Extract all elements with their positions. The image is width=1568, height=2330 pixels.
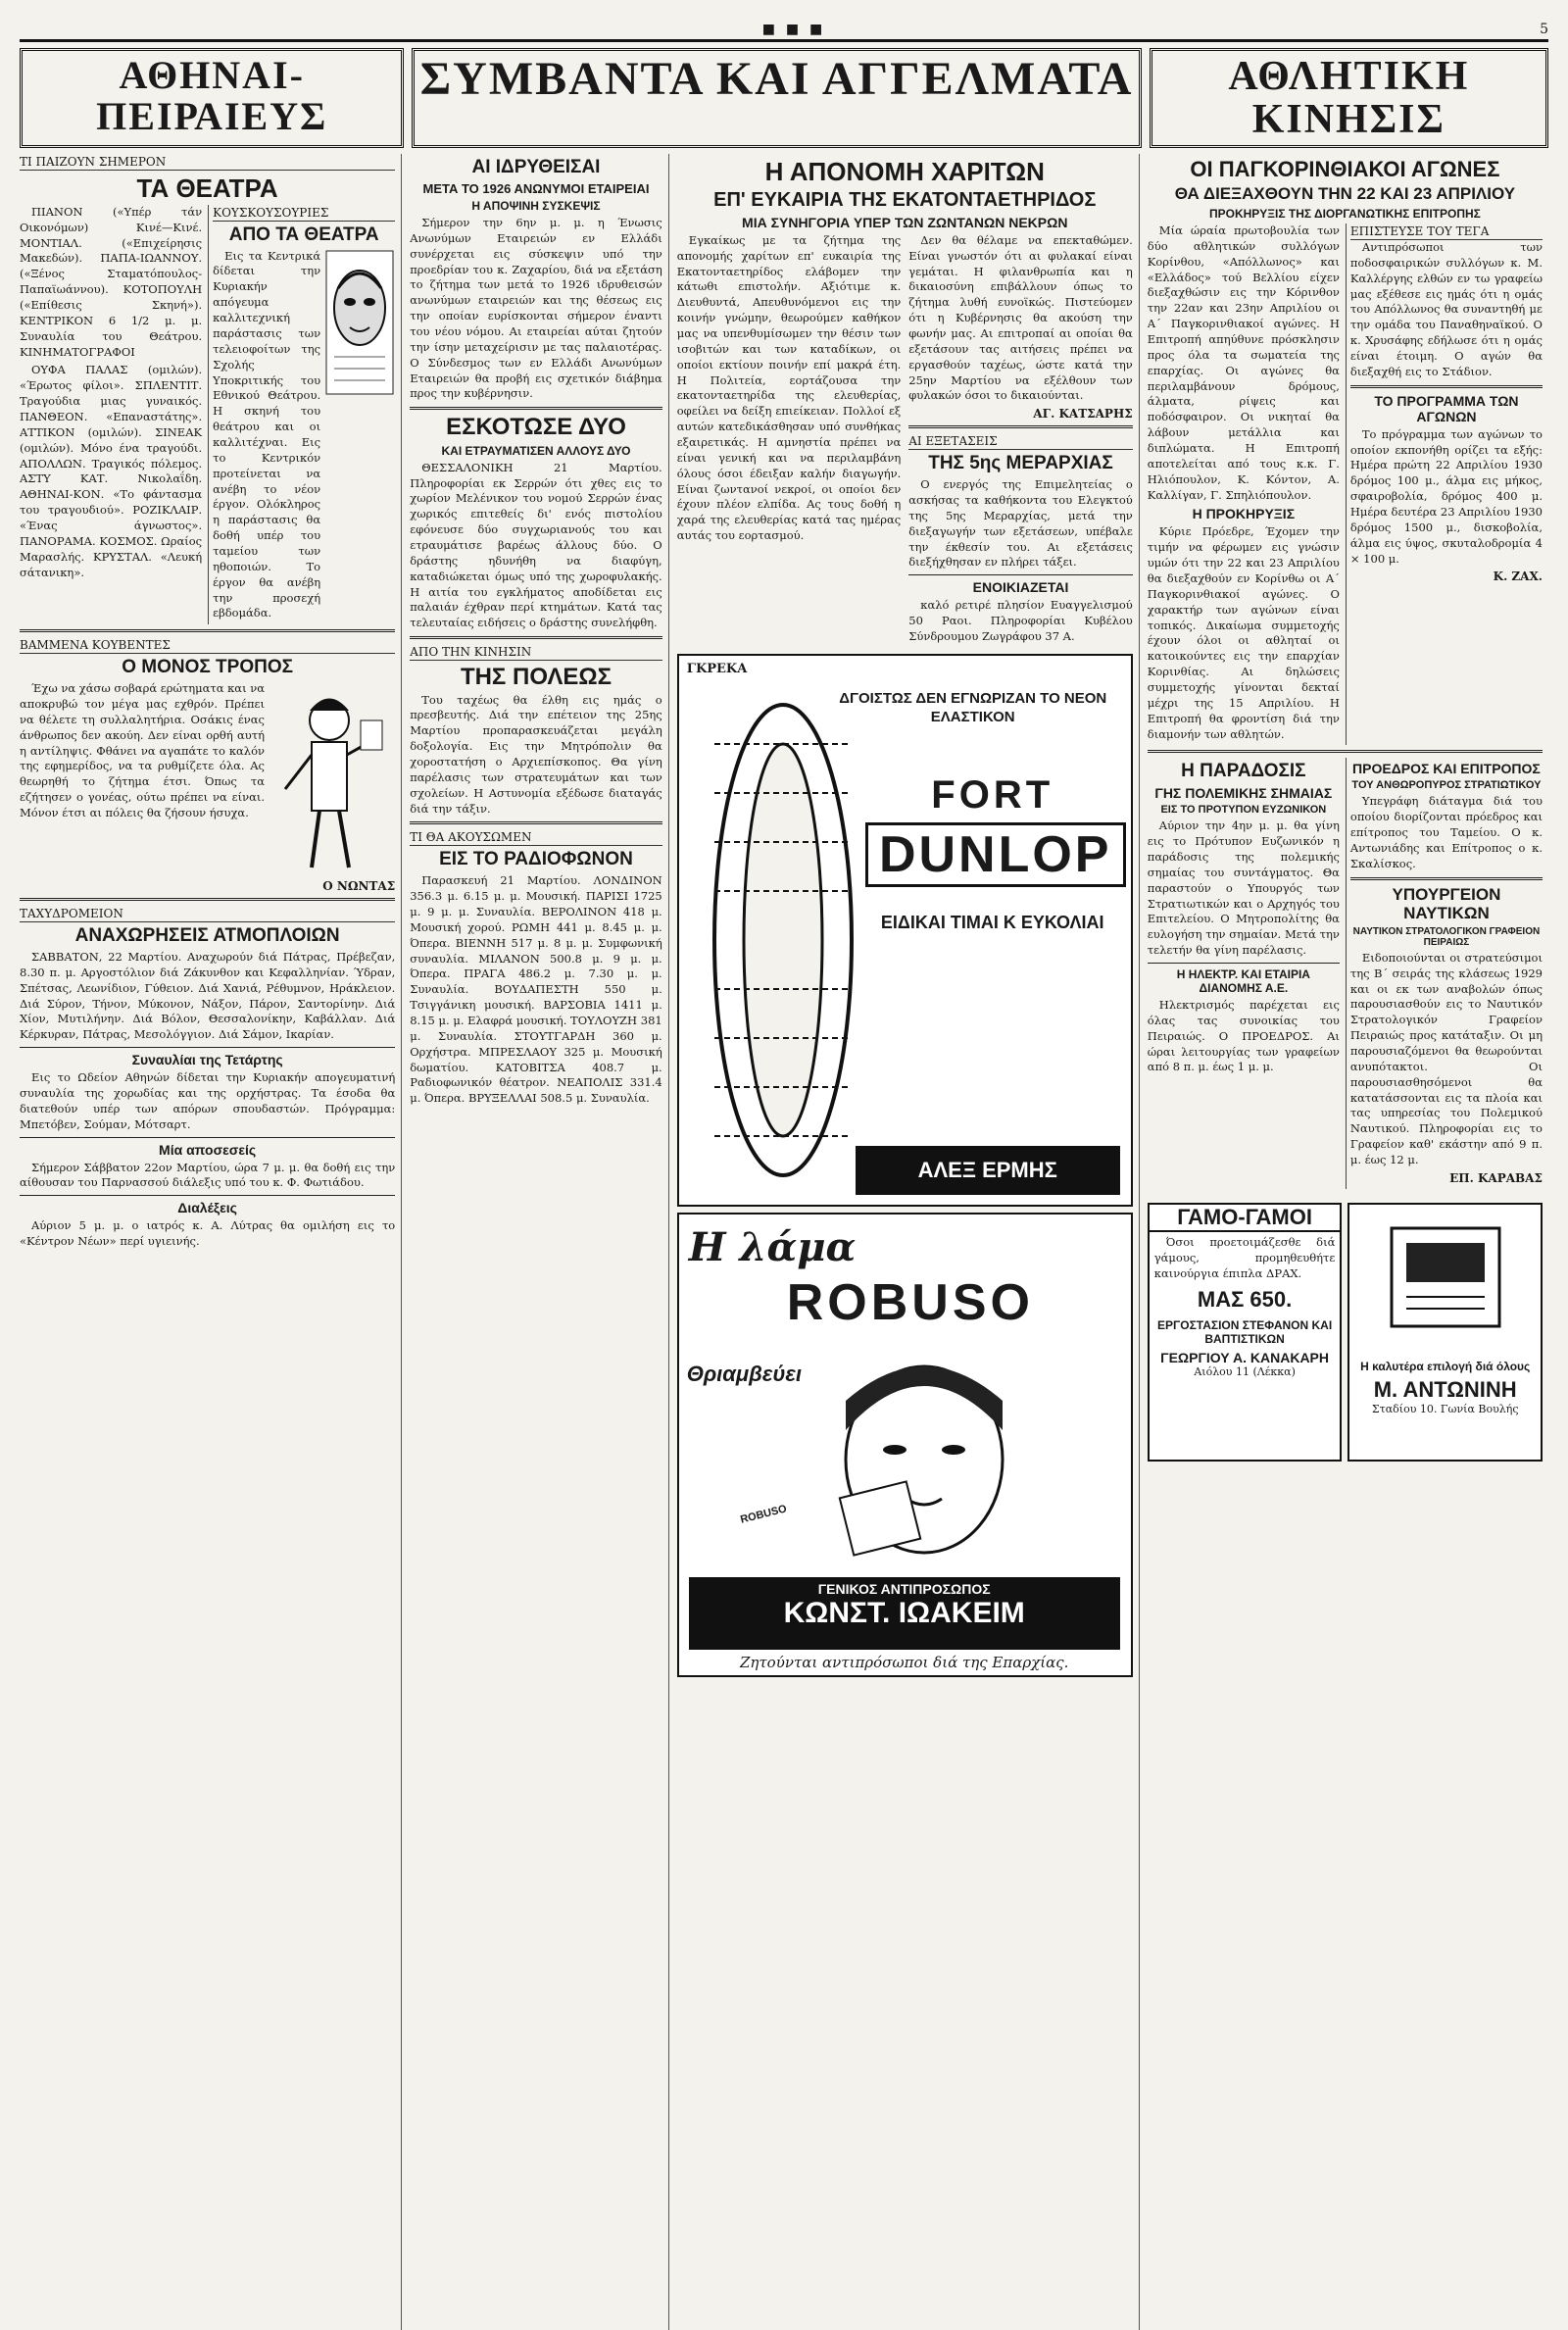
column-athens (20, 154, 402, 2330)
departures-body: ΣΑΒΒΑΤΟΝ, 22 Μαρτίου. Αναχωρούν διά Πάτρας, Πρέβεζαν, 8.30 π. μ. Αργοστόλιον διά Ζάκυνθον και Κεφαλληνίαν. Ύδραν, Σπέτσας, Λεωνίδιον, Γύθειον. Διά Χανιά, Ρέθυμνον, Ηράκλειον. Διά Σύρον, Τήνον, Μύκονον, Νάξον, Πάρον, Σαντορίνην. Διά Χίον, Μυτιλήνην. Διά Βόλον, Θεσσαλονίκην, Καβάλλαν. Διά Κέρκυραν, Πάτρας, Μεσολόγγιον. Διά Σάμον, Ικαρίαν. (20, 949, 396, 1042)
concerts-body: Εις το Ωδείον Αθηνών δίδεται την Κυριακήν απογευματινή συναυλία της χορωδίας και της ορχήστρας. Τα έσοδα θα διατεθούν υπέρ των απόρων σπουδαστών. Πρόγραμμα: Μπετόβεν, Σούμαν, Μότσαρτ. (20, 1070, 396, 1131)
kous-kicker: ΚΟΥΣΚΟΥΣΟΥΡΙΕΣ (213, 205, 395, 222)
wedding-owner: ΓΕΩΡΓΙΟΥ Α. ΚΑΝΑΚΑΡΗ (1160, 1350, 1329, 1366)
city-heading: ΤΗΣ ΠΟΛΕΩΣ (460, 664, 612, 691)
departures-heading: ΑΝΑΧΩΡΗΣΕΙΣ ΑΤΜΟΠΛΟΙΩΝ (74, 925, 340, 947)
navy-subheading: ΝΑΥΤΙΚΟΝ ΣΤΡΑΤΟΛΟΓΙΚΟΝ ΓΡΑΦΕΙΟΝ ΠΕΙΡΑΙΩΣ (1352, 925, 1541, 948)
radio-kicker: ΤΙ ΘΑ ΑΚΟΥΣΩΜΕΝ (410, 829, 662, 846)
wedding-body: Όσοι προετοιμάζεσθε διά γάμους, προμηθευθήτε καινούργια έπιπλα ΔΡΑΧ. (1153, 1234, 1336, 1280)
dunlop-offer: ΕΙΔΙΚΑΙ ΤΙΜΑΙ Κ ΕΥΚΟΛΙΑΙ (880, 912, 1104, 932)
section-events: ΣΥΜΒΑΝΤΑ ΚΑΙ ΑΓΓΕΛΜΑΤΑ (412, 48, 1141, 148)
page-number: 5 (1540, 22, 1548, 37)
kous-body: Εις τα Κεντρικά δίδεται την Κυριακήν απόγευμα καλλιτεχνική παράστασις των τελειοφοίτων της Σχολής Υποκριτικής του Εθνικού Θεάτρου. Η σκηνή του θεάτρου και οι καλλιτέχναι. Εις το Κεντρικόν προτείνεται να ανέβη το νέον έργον. Ολόκληρος η παράστασις θα δοθή υπέρ του ταμείου των ηθοποιών. Το έργον θα ανέβη την προσεχή εβδομάδα. (213, 248, 321, 620)
flag-heading-2: ΓΗΣ ΠΟΛΕΜΙΚΗΣ ΣΗΜΑΙΑΣ (1154, 785, 1333, 802)
sport-body: Αντιπρόσωποι των ποδοσφαιρικών συλλόγων κ. Μ. Καλλέργης ελθών εν τω γραφείω μας εξέθεσε εις ημάς ότι η ομάς του Απόλλωνος θα συναντηθή με την ομάδα του Παναθηναϊκού. Ο κ. Χρυσάφης εδήλωσε ότι η ομάς είναι έτοιμη. Ο αγών θα διεξαχθή εις το Στάδιον. (1349, 239, 1543, 378)
theatres-heading: ΤΑ ΘΕΑΤΡΑ (136, 174, 278, 204)
panco-subheading: ΠΡΟΚΗΡΥΞΙΣ ΤΗΣ ΔΙΟΡΓΑΝΩΤΙΚΗΣ ΕΠΙΤΡΟΠΗΣ (1208, 206, 1481, 221)
announcement-body: Σήμερον Σάββατον 22ον Μαρτίου, ώρα 7 μ. μ. θα δοθή εις την αίθουσαν του Παρνασσού διάλεξις υπό του κ. Φ. Φωτιάδου. (20, 1160, 396, 1190)
robuso-pack-label: ROBUSO (738, 1503, 788, 1526)
robuso-advertisement (677, 1213, 1133, 1677)
flag-subheading: ΕΙΣ ΤΟ ΠΡΟΤΥΠΟΝ ΕΥΖΩΝΙΚΟΝ (1160, 804, 1327, 817)
panco-body: Μία ώραία πρωτοβουλία των δύο αθλητικών συλλόγων Κορίνθου, «Απόλλωνος» και «Ελλάδος» τού Βελλίου είχεν διεξαχθώσιν εις την Κόρινθον την 22αν και 23ην Απριλίου οι Α΄ Παγκορινθιακοί αγώνες. Η Επιτροπή απηύθυνε πρόσκλησιν προς όλα τα σωματεία της επαρχίας. Οι αγώνες θα περιλαμβάνουν δρόμους, άλματα, ρίψεις και ποδόσφαιρον. Οι νικηταί θα λάβουν μετάλλια και διπλώματα. Η Επιτροπή αποτελείται από τους κ.κ. Γ. Ηλιόπουλον, Κ. Κόντον, Α. Καλλίγαν, Γ. Σπηλιόπουλον. (1147, 223, 1340, 502)
murder-body: ΘΕΣΣΑΛΟΝΙΚΗ 21 Μαρτίου. Πληροφορίαι εκ Σερρών ότι χθες εις το χωρίον Μελένικον του νομού Σερρών ένας χωρικός επιτεθείς δι' ενός πιστολίου εφόνευσε δύο συγχωριανούς του και ετραυμάτισε βαρέως άλλους δύο. Ο δράστης ηδυνήθη να διαφύγη, καταδιώκεται όμως υπό της χωροφυλακής. Η αιτία του εγκλήματος αποδίδεται εις παλαιάν έχθραν περί κτημάτων. Κατά τας τελευταίας ειδήσεις ο δράστης συνελήφθη. (410, 460, 662, 630)
program-signature: Κ. ΖΑΧ. (1493, 570, 1543, 584)
column-sports (1148, 154, 1548, 2330)
robuso-footer: Ζητούνται αντιπρόσωποι διά της Επαρχίας. (739, 1653, 1069, 1671)
shop-advertisement (1348, 1203, 1543, 1462)
panco-heading: ΟΙ ΠΑΓΚΟΡΙΝΘΙΑΚΟΙ ΑΓΩΝΕΣ (1190, 157, 1500, 182)
concerts-heading: Συναυλίαι της Τετάρτης (131, 1052, 283, 1068)
companies-heading: ΜΕΤΑ ΤΟ 1926 ΑΝΩΝΥΜΟΙ ΕΤΑΙΡΕΙΑΙ (422, 181, 650, 197)
dunlop-advertisement (677, 654, 1133, 1207)
dunlop-tagline: ΔΓΟΙΣΤΩΣ ΔΕΝ ΕΓΝΩΡΙΖΑΝ ΤΟ ΝΕΟΝ ΕΛΑΣΤΙΚΟΝ (839, 689, 1107, 726)
column-companies (410, 154, 668, 2330)
rent-heading: ΕΝΟΙΚΙΑΖΕΤΑΙ (972, 579, 1069, 596)
wedding-price: ΜΑΣ 650. (1197, 1287, 1293, 1313)
city-kicker: ΑΠΟ ΤΗΝ ΚΙΝΗΣΙΝ (410, 644, 662, 661)
rent-body: καλό ρετιρέ πλησίον Ευαγγελισμού 50 Ραοι. Πληροφορίαι Κυβέλου Σύνδρουμου Ζωγράφου 37 Α. (908, 598, 1133, 643)
city-body: Του ταχέως θα έλθη εις ημάς ο πρεσβευτής. Διά την επέτειον της 25ης Μαρτίου προπαρασκευάζεται μεγάλη δοξολογία. Εις την Μητρόπολιν θα χοροστατήση ο Αρχιεπίσκοπος. Θα γίνη παρέλασις των στρατευμάτων και των σχολείων. Η Αστυνομία εξέδωσε διαταγάς διά την τάξιν. (410, 692, 662, 816)
electric-heading: Η ΗΛΕΚΤΡ. ΚΑΙ ΕΤΑΙΡΙΑ ΔΙΑΝΟΜΗΣ Α.Ε. (1176, 967, 1310, 995)
woman-portrait-illustration (797, 1342, 1052, 1567)
companies-subheading: Η ΑΠΟΨΙΝΗ ΣΥΣΚΕΨΙΣ (471, 199, 601, 214)
words-signature: Ο ΝΩΝΤΑΣ (322, 879, 396, 894)
murder-subheading: ΚΑΙ ΕΤΡΑΥΜΑΤΙΣΕΝ ΑΛΛΟΥΣ ΔΥΟ (441, 443, 631, 458)
navy-body: Ειδοποιούνται οι στρατεύσιμοι της Β΄ σειράς της κλάσεως 1929 και οι εκ των αναβολών όπως παρουσιασθούν εις το Ναυτικόν Στρατολογικόν Γραφείον Πειραιώς προς κατάταξιν. Οι μη παρουσιαζόμενοι θα θεωρούνται ανυπότακτοι. Οι παρουσιασθησόμενοι θα κατατάσσονται εις τα πλοία και τας υπηρεσίας του Πολεμικού Ναυτικού. Πληροφορίαι εις το Γραφείον καθ' εκάστην από 9 π. μ. έως 12 μ. (1349, 950, 1543, 1166)
shop-line: Η καλυτέρα επιλογή διά όλους (1360, 1359, 1531, 1373)
flag-body: Αύριον την 4ην μ. μ. θα γίνη εις το Πρότυπον Ευζωνικόν η παράδοσις της πολεμικής σημαίας του συντάγματος. Θα παραστούν ο Υπουργός των Στρατιωτικών και ο Αρχηγός του Επιτελείου. Ο Μητροπολίτης θα ευλογήση την σημαίαν. Μετά την τελετήν θα γίνη παρέλασις. (1147, 818, 1340, 958)
navy-heading: ΥΠΟΥΡΓΕΙΟΝ ΝΑΥΤΙΚΩΝ (1392, 884, 1501, 923)
section-athens-piraeus: ΑΘΗΝΑΙ-ΠΕΙΡΑΙΕΥΣ (20, 48, 404, 148)
radio-heading: ΕΙΣ ΤΟ ΡΑΔΙΟΦΩΝΟΝ (439, 849, 633, 870)
mask-illustration (324, 249, 395, 396)
pardons-signature: ΑΓ. ΚΑΤΣΑΡΗΣ (1033, 407, 1133, 421)
proc-body: Κύριε Πρόεδρε, Έχομεν την τιμήν να φέρωμεν εις γνώσιν υμών ότι την 22 και 23 Απριλίου θα διεξαχθούν εν Κορίνθω οι Α΄ Παγκορινθιακοί αγώνες. Ο χαρακτήρ των αγώνων είναι τοπικός. Δικαίωμα συμμετοχής έχουν όλοι οι αθληταί οι κατοικούντες εις την επαρχίαν Κορινθίας. Αι δηλώσεις συμμετοχής γίνονται δεκταί μέχρι της 15 Απριλίου. Η Επιτροπή θα φροντίση διά την διαμονήν των αθλητών. (1147, 524, 1340, 741)
theatres-list: ΠΙΑΝΟΝ («Υπέρ τάν Οικονόμων) Κινέ—Κινέ. ΜΟΝΤΙΑΛ. («Επιχείρησις Μακεδών). ΠΑΠΑ-ΙΩΑΝΝΟΥ. («Ξένος Σταματόπουλος-Παπαϊωάννου). ΚΟΤΟΠΟΥΛΗ («Επίθεσις Σκηνή»). ΚΕΝΤΡΙΚΟΝ 6 1/2 μ. μ. Συναυλία του Θεάτρου. ΚΙΝΗΜΑΤΟΓΡΑΦΟΙ (20, 204, 203, 359)
wedding-advertisement (1148, 1203, 1343, 1462)
man-cartoon-illustration (270, 681, 388, 877)
fund-body: Υπεγράφη διάταγμα διά του οποίου διορίζονται πρόεδρος και επίτροπος του Ταμείου. Ο κ. Αντωνιάδης και Επίτροπος ο κ. Σκαλίσκος. (1349, 794, 1543, 870)
cinemas-list: ΟΥΦΑ ΠΑΛΑΣ (ομιλών). «Έρωτος φίλοι». ΣΠΛΕΝΤΙΤ. Τραγούδια μιας γυναικός. ΠΑΝΘΕΟΝ. «Επαναστάτης». ΑΤΤΙΚΟΝ (ομιλών). ΣΙΝΕΑΚ (ομιλών). Μόνο ένα τραγούδι. ΑΠΟΛΛΩΝ. Τραγικός πόλεμος. ΑΣΤΥ ΚΑΤ. Νικολαΐδη. ΑΘΗΝΑΙ-ΚΟΝ. «Το φάντασμα του τραγουδιού». ΡΟΖΙΚΛΑΙΡ. «Ένας άγνωστος». ΠΑΝΟΡΑΜΑ. ΚΟΣΜΟΣ. Ωραίος Μαρασλής. ΚΡΥΣΤΑΛ. «Λευκή σάτανικη». (20, 363, 203, 579)
from-theatres-heading: ΑΠΟ ΤΑ ΘΕΑΤΡΑ (228, 223, 379, 245)
section-headers (20, 48, 1548, 148)
radio-body: Παρασκευή 21 Μαρτίου. ΛΟΝΔΙΝΟΝ 356.3 μ. 6.15 μ. μ. Μουσική. ΠΑΡΙΣΙ 1725 μ. 9 μ. μ. Συναυλία. ΒΕΡΟΛΙΝΟΝ 418 μ. Μουσική χορού. ΡΩΜΗ 441 μ. 8.45 μ. μ. Όπερα. ΒΙΕΝΝΗ 517 μ. 8 μ. μ. Συμφωνική συναυλία. ΜΙΛΑΝΟΝ 500.8 μ. 9 μ. μ. Όπερα. ΠΡΑΓΑ 486.2 μ. 7.30 μ. μ. Συναυλία. ΒΟΥΔΑΠΕΣΤΗ 550 μ. Τσιγγάνικη μουσική. ΒΑΡΣΟΒΙΑ 1411 μ. 8.15 μ. μ. Ελαφρά μουσική. ΤΟΥΛΟΥΖΗ 381 μ. Συναυλία. ΣΤΟΥΤΓΑΡΔΗ 360 μ. Ορχήστρα. ΜΠΡΕΣΛΑΟΥ 325 μ. Μουσική δωματίου. ΚΑΤΟΒΙΤΣΑ 408.7 μ. Ραδιοφωνικόν θέατρον. ΝΕΑΠΟΛΙΣ 331.4 μ. Όπερα. ΒΡΥΞΕΛΛΑΙ 508.5 μ. Συναυλία. (410, 873, 662, 1106)
robuso-tagline: Θριαμβεύει (686, 1361, 803, 1386)
pardons-subheading: ΜΙΑ ΣΥΝΗΓΟΡΙΑ ΥΠΕΡ ΤΩΝ ΖΩΝΤΑΝΩΝ ΝΕΚΡΩΝ (742, 214, 1068, 230)
flag-heading: Η ΠΑΡΑΔΟΣΙΣ (1181, 761, 1306, 782)
dunlop-agent: ΑΛΕΞ ΕΡΜΗΣ (856, 1146, 1120, 1195)
pardons-heading: Η ΑΠΟΝΟΜΗ ΧΑΡΙΤΩΝ (764, 157, 1045, 187)
sport-kicker: ΕΠΙΣΤΕΥΣΕ ΤΟΥ ΤΕΓΑ (1350, 223, 1543, 240)
proc-heading: Η ΠΡΟΚΗΡΥΞΙΣ (1192, 506, 1296, 522)
fort-logo: FORT (931, 772, 1054, 817)
exams-body: Ο ενεργός της Επιμελητείας ο ασκήσας τα καθήκοντα του Ελεγκτού της 5ης Μεραρχίας, μετά την διεξαγωγήν των εξετάσεων, υπέβαλε την έκθεσίν του. Αι εξετάσεις διεξήχθησαν εν πλήρει τάξει. (908, 477, 1133, 570)
companies-body: Σήμερον την 6ην μ. μ. η Ένωσις Ανωνύμων Εταιρειών εν Ελλάδι συνέρχεται εις σύσκεψιν υπό την προεδρίαν του κ. Ζαχαρίου, διά να εξετάση το ζήτημα των μετά το 1926 ιδρυθεισών ανωνύμων εταιρειών και της θέσεως εις την οποίαν ευρίσκονται σήμερον έναντι του νέου νόμου. Αι εταιρείαι αύται ζητούν την ίσην μεταχείρισιν με τας παλαιοτέρας. Ο Σύνδεσμος των εν Ελλάδι Ανωνύμων Εταιρειών θα προβή εις σχετικόν διάβημα προς την κυβέρνησιν. (410, 216, 662, 401)
column-pardons (677, 154, 1140, 2330)
lectures-body: Αύριον 5 μ. μ. ο ιατρός κ. Α. Λύτρας θα ομιλήση εις το «Κέντρον Νέων» περί υγιεινής. (20, 1218, 396, 1249)
newspaper-page (20, 16, 1548, 2260)
announcement-heading: Μία αποσεσείς (159, 1141, 257, 1158)
ad-brand-label: ΓΚΡΕΚΑ (686, 661, 748, 676)
pardons-body-2: Δεν θα θέλαμε να επεκταθώμεν. Είναι γνωστόν ότι αι φυλακαί είναι γεμάται. Η φιλανθρωπία και η δικαιοσύνη επιβάλλουν όπως το ζήτημα λυθή ευνοϊκώς. Πιστεύομεν ότι η Κυβέρνησις θα ακούση την φωνήν μας. Αι επιτροπαί αι οποίαι θα εξετάσουν τας αιτήσεις πρέπει να εργασθούν ταχέως, ώστε κατά την 25ην Μαρτίου να εξέλθουν των φυλακών όσοι το δικαιούνται. (908, 232, 1133, 403)
page-header-bar (20, 16, 1548, 42)
panco-heading-2: ΘΑ ΔΙΕΞΑΧΘΟΥΝ ΤΗΝ 22 ΚΑΙ 23 ΑΠΡΙΛΙΟΥ (1174, 184, 1516, 204)
post-kicker: ΤΑΧΥΔΡΟΜΕΙΟΝ (20, 906, 395, 922)
wedding-shop: ΕΡΓΟΣΤΑΣΙΟΝ ΣΤΕΦΑΝΟΝ ΚΑΙ ΒΑΠΤΙΣΤΙΚΩΝ (1157, 1318, 1333, 1347)
dunlop-logo: DUNLOP (865, 822, 1126, 887)
wedding-address: Αιόλου 11 (Λέκκα) (1194, 1365, 1296, 1379)
robuso-general-agent: ΓΕΝΙΚΟΣ ΑΝΤΙΠΡΟΣΩΠΟΣ (817, 1580, 991, 1597)
robuso-logo: ROBUSO (786, 1273, 1034, 1331)
wedding-heading: ΓΑΜΟ-ΓΑΜΟΙ (1150, 1205, 1341, 1232)
shop-product-illustration (1352, 1209, 1539, 1356)
robuso-lead: Η λάμα (688, 1223, 857, 1270)
program-body: Το πρόγραμμα των αγώνων το οποίον εκπονήθη ορίζει τα εξής: Ημέρα πρώτη 22 Απριλίου 1930 δρόμος 100 μ., άλμα εις μήκος, σφαιροβολία, δρόμος 400 μ. Ημέρα δευτέρα 23 Απριλίου 1930 δρόμος 1500 μ., δισκοβολία, άλμα εις ύψος, σκυταλοδρομία 4 × 100 μ. (1349, 426, 1543, 566)
exams-kicker: ΑΙ ΕΞΕΤΑΣΕΙΣ (908, 433, 1133, 450)
companies-kicker: ΑΙ ΙΔΡΥΘΕΙΣΑΙ (471, 157, 601, 178)
exams-heading: ΤΗΣ 5ης ΜΕΡΑΡΧΙΑΣ (928, 453, 1113, 474)
lectures-heading: Διαλέξεις (177, 1200, 237, 1216)
fund-heading-2: ΤΟΥ ΑΝΘΩΡΟΠΥΡΟΣ ΣΤΡΑΤΙΩΤΙΚΟΥ (1351, 779, 1542, 792)
section-sports: ΑΘΛΗΤΙΚΗ ΚΙΝΗΣΙΣ (1150, 48, 1548, 148)
electric-body: Ηλεκτρισμός παρέχεται εις όλας τας συνοικίας του Πειραιώς. Ο ΠΡΟΕΔΡΟΣ. Αι ώραι λειτουργίας των γραφείων από 8 π. μ. έως 1 μ. μ. (1147, 998, 1340, 1074)
pardons-heading-2: ΕΠ' ΕΥΚΑΙΡΙΑ ΤΗΣ ΕΚΑΤΟΝΤΑΕΤΗΡΙΔΟΣ (713, 188, 1097, 211)
words-kicker: ΒΑΜΜΕΝΑ ΚΟΥΒΕΝΤΕΣ (20, 637, 395, 654)
masthead-ornament: ■ ■ ■ (761, 22, 826, 37)
pardons-body: Εγκαίκως με τα ζήτημα της απονομής χαρίτων επ' ευκαιρία της Εκατονταετηρίδος ελάβομεν την κάτωθι επιστολήν. Αξιότιμε κ. Διευθυντά, Απευθυνόμενοι εις την κοινήν γνώμην, θεωρούμεν καθήκον μας να υπενθυμίσωμεν την θέσιν των ισοβιτών και των καταδίκων, οι οποίοι εκτίουν ποινήν επί μακρά έτη. Η Πολιτεία, εορτάζουσα την εκατονταετηρίδα της ελευθερίας, οφείλει να δείξη επιείκειαν. Πολλοί εξ αυτών κατεδικάσθησαν υπό συνθήκας εξαιρετικάς. Η αμνηστία πρέπει να είναι γενική και να περιλαμβάνη όλους όσοι έδειξαν καλήν διαγωγήν. Είναι ζωντανοί νεκροί, οι οποίοι δεν έχουν πλέον ελπίδα. Ας τους δοθή η χαρά της ελευθερίας κατά τας ημέρας αυτάς του εορτασμού. (676, 232, 902, 543)
tire-illustration (685, 685, 861, 1195)
navy-signature: ΕΠ. ΚΑΡΑΒΑΣ (1449, 1170, 1543, 1185)
shop-name: Μ. ΑΝΤΩΝΙΝΗ (1373, 1376, 1517, 1402)
program-heading: ΤΟ ΠΡΟΓΡΑΜΜΑ ΤΩΝ ΑΓΩΝΩΝ (1374, 392, 1519, 424)
murder-heading: ΕΣΚΟΤΩΣΕ ΔΥΟ (446, 414, 626, 441)
kicker-today: ΤΙ ΠΑΙΖΟΥΝ ΣΗΜΕΡΟΝ (20, 154, 395, 171)
robuso-agent-name: ΚΩΝΣΤ. ΙΩΑΚΕΙΜ (783, 1596, 1025, 1629)
only-way-heading: Ο ΜΟΝΟΣ ΤΡΟΠΟΣ (122, 657, 294, 678)
fund-heading: ΠΡΟΕΔΡΟΣ ΚΑΙ ΕΠΙΤΡΟΠΟΣ (1352, 761, 1541, 777)
words-body: Έχω να χάσω σοβαρά ερώτηματα και να αποκρυβώ τον μέγα μας εχθρόν. Πρέπει να θέλετε τη συλλαλητήρια. Οσάκις ένας άνθρωπος δεν ακούη. Δεν είναι ορθή αυτή η αντίληψις. Φθάνει να αγαπάτε το καλόν της εφημερίδος, να τα ρυθμίζετε όλα. Ας θεωρηθή το ζήτημα έτσι. Όπως τα εζήτησεν ο γονέας, ούτω πρέπει να είναι. Μόνον έτσι αι πόλεις θα ζήσουν ήσυχα. (20, 681, 265, 819)
shop-address: Σταδίου 10. Γωνία Βουλής (1371, 1402, 1519, 1415)
